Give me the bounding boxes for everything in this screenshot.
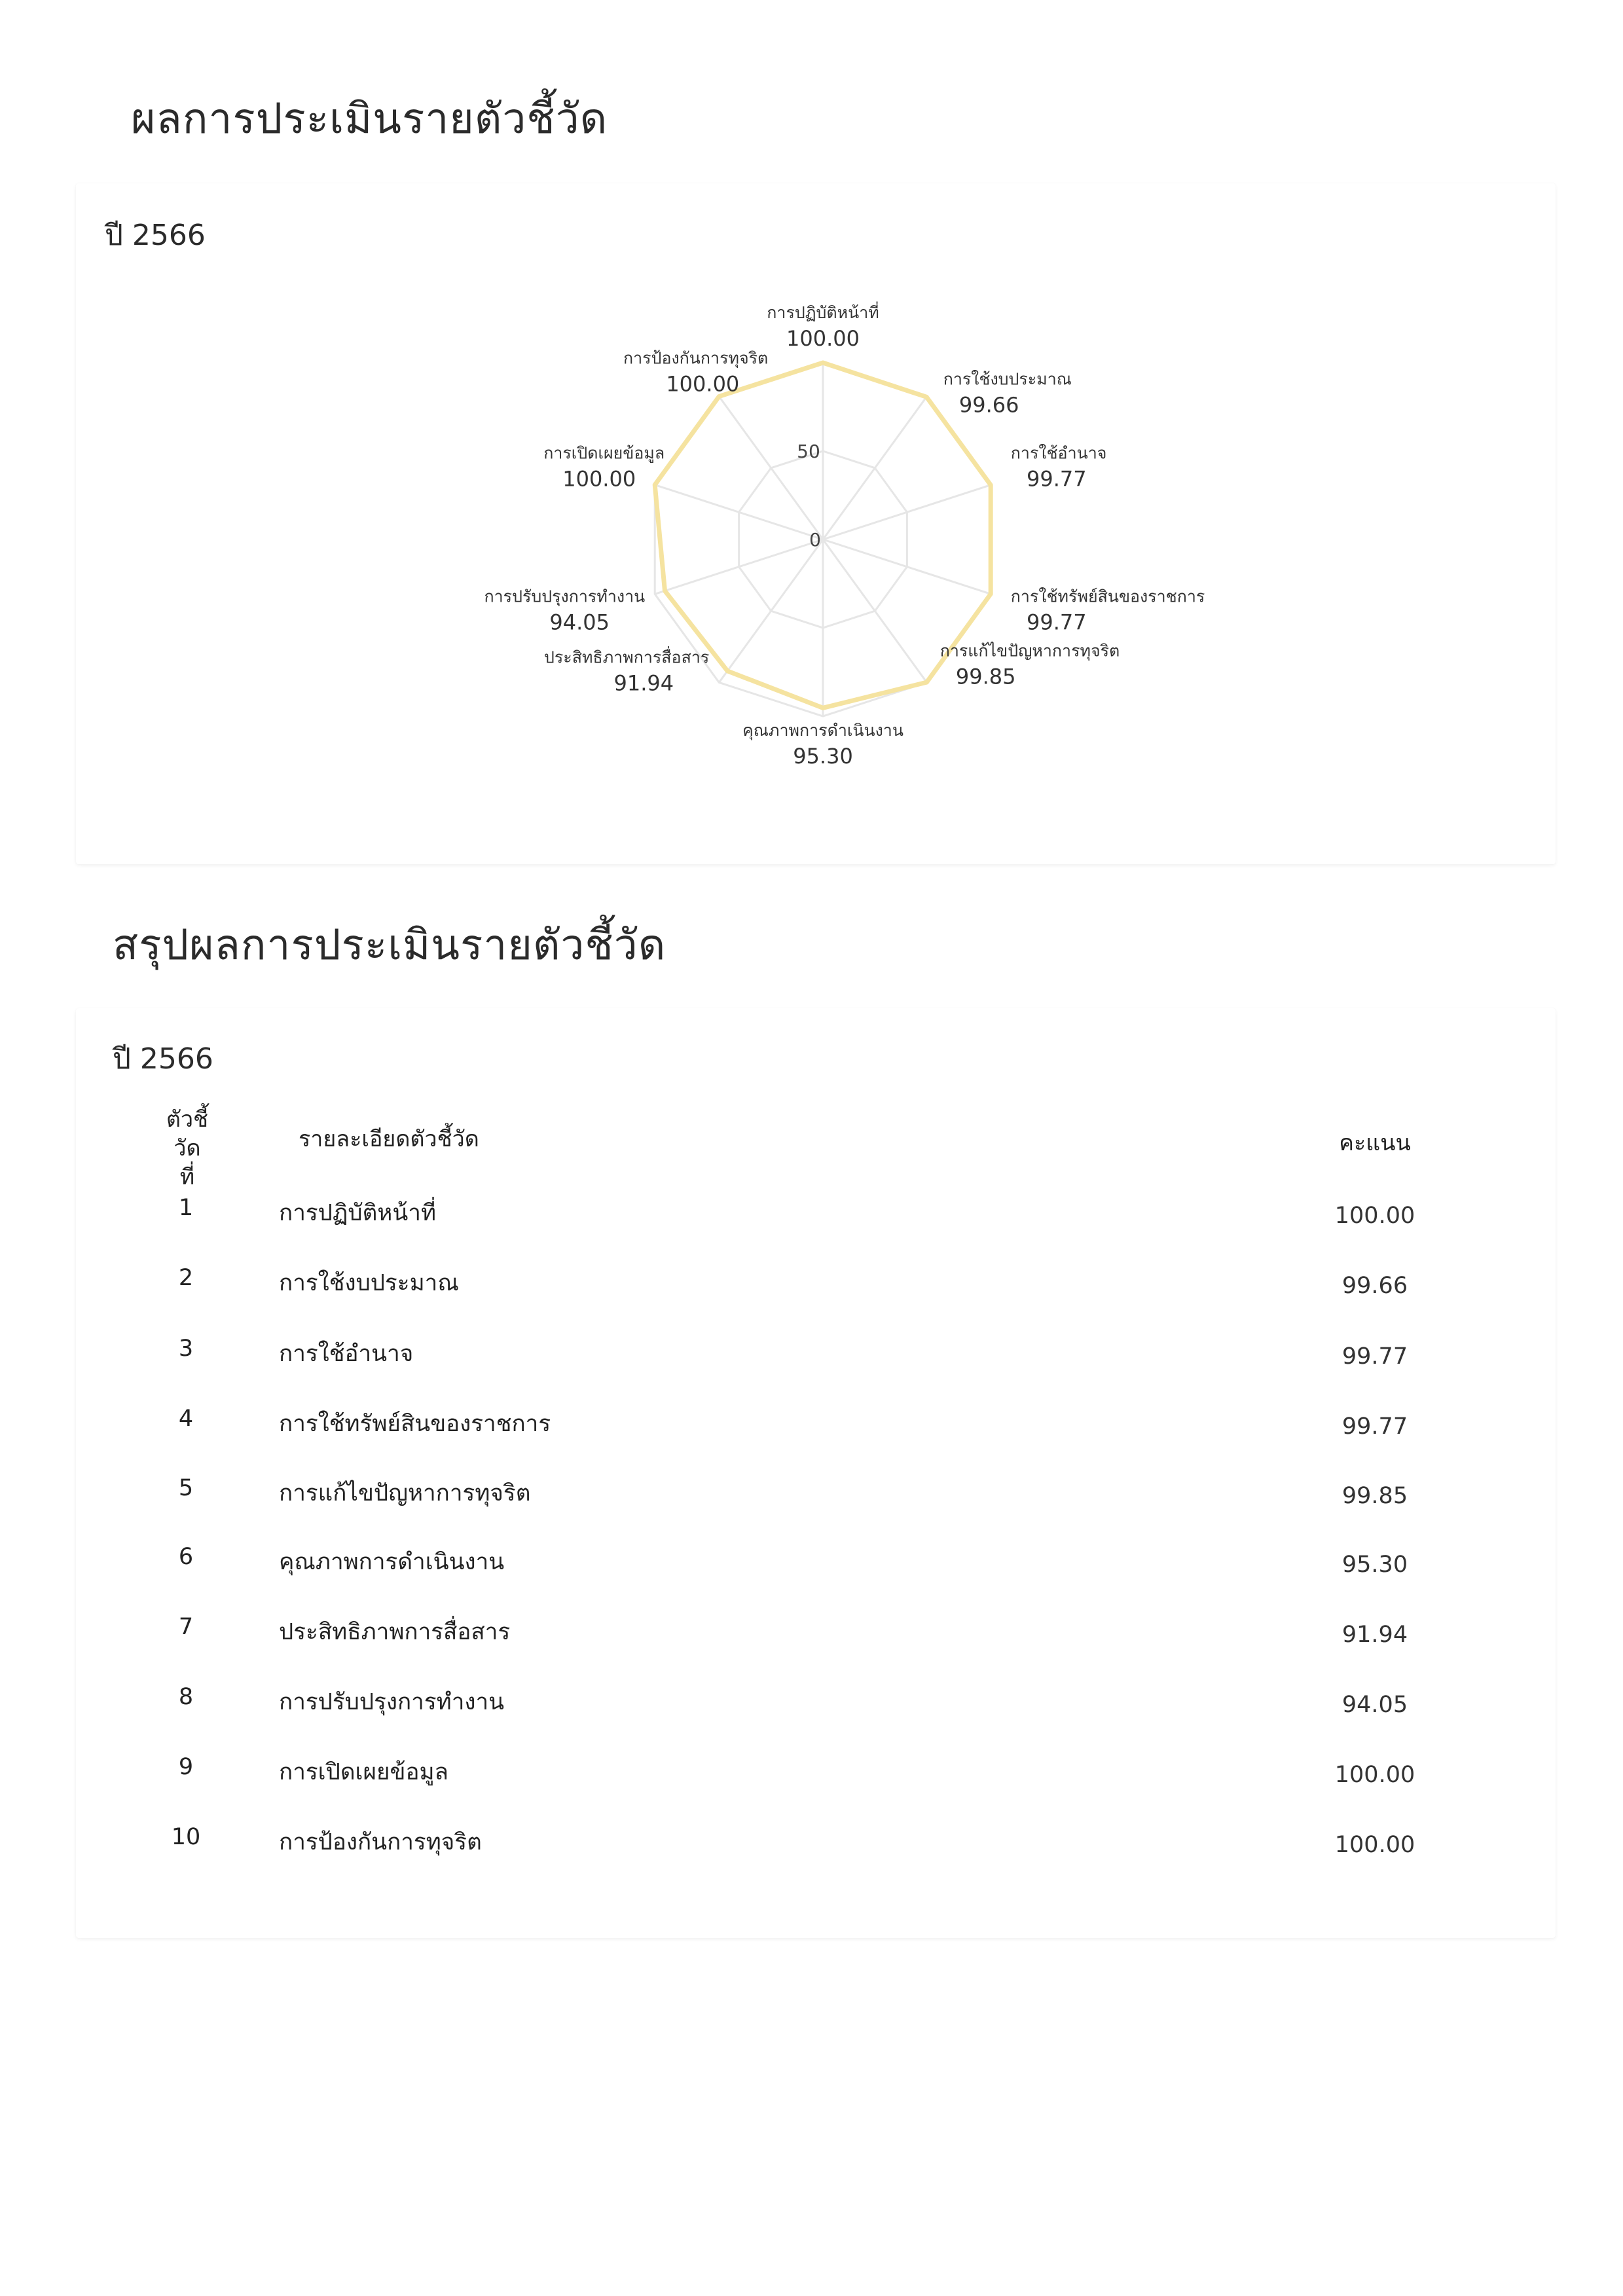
radar-tick-label: 50 [797,441,820,462]
table-row-no: 5 [178,1475,194,1501]
table-row-score: 99.66 [1341,1273,1408,1299]
radar-value-label: 100.00 [562,466,636,492]
radar-value-label: 100.00 [666,371,740,397]
radar-value-label: 95.30 [793,744,853,769]
radar-axis-label: การป้องกันการทุจริต [623,348,769,368]
radar-spoke [823,539,927,682]
radar-value-label: 99.77 [1026,466,1087,492]
table-row-name: การปฏิบัติหน้าที่ [279,1200,437,1226]
radar-value-label: 100.00 [786,326,860,351]
header-indicator-no [155,1105,220,1192]
radar-axis-label: การใช้อำนาจ [1010,443,1107,463]
radar-value-label: 99.85 [955,664,1016,689]
radar-axis-label: ประสิทธิภาพการสื่อสาร [543,647,710,667]
table-row-name: การใช้ทรัพย์สินของราชการ [279,1411,551,1437]
radar-axis-label: คุณภาพการดำเนินงาน [742,721,903,740]
radar-chart [458,282,1244,792]
radar-axis-label: การเปิดเผยข้อมูล [543,443,665,463]
radar-axis-label: การใช้ทรัพย์สินของราชการ [1010,587,1205,606]
radar-value-label: 99.66 [958,392,1019,418]
radar-axis-label: การปรับปรุงการทำงาน [484,587,646,606]
table-row-score: 99.77 [1341,1343,1408,1370]
header-indicator-no-line1: ตัวชี้วัด [166,1106,209,1161]
section2-year: ปี 2566 [113,1042,213,1076]
radar-axis-label: การใช้งบประมาณ [943,369,1072,389]
radar-axis-label: การปฏิบัติหน้าที่ [767,303,879,322]
table-row-name: การใช้งบประมาณ [279,1270,459,1296]
radar-value-label: 99.77 [1026,610,1087,635]
table-row-name: การแก้ไขปัญหาการทุจริต [279,1480,531,1506]
table-row-no: 10 [171,1824,201,1850]
radar-spoke [719,539,823,682]
table-row-score: 100.00 [1334,1203,1415,1229]
table-row-name: การปรับปรุงการทำงาน [279,1689,505,1715]
section1-title: ผลการประเมินรายตัวชี้วัด [131,95,608,143]
table-row-no: 8 [178,1684,194,1710]
table-row-score: 94.05 [1341,1692,1408,1718]
table-row-name: ประสิทธิภาพการสื่อสาร [279,1619,511,1645]
table-row-name: การใช้อำนาจ [279,1341,414,1367]
table-row-no: 3 [178,1336,194,1362]
section1-year: ปี 2566 [105,219,206,252]
table-row-score: 91.94 [1341,1622,1408,1648]
table-row-score: 100.00 [1334,1832,1415,1858]
table-row-no: 7 [178,1614,194,1640]
radar-value-label: 94.05 [549,610,610,635]
header-score: คะแนน [1339,1130,1411,1156]
table-row-score: 100.00 [1334,1762,1415,1788]
table-row-no: 9 [178,1754,194,1780]
radar-spoke [719,397,823,539]
radar-value-label: 91.94 [613,670,674,696]
table-row-name: การป้องกันการทุจริต [279,1829,482,1855]
header-detail: รายละเอียดตัวชี้วัด [299,1126,479,1152]
header-indicator-no-line2: ที่ [179,1164,195,1190]
table-row-score: 95.30 [1341,1552,1408,1578]
table-row-score: 99.77 [1341,1413,1408,1440]
radar-spoke [823,397,927,539]
table-row-name: คุณภาพการดำเนินงาน [279,1549,505,1575]
table-row-no: 1 [178,1195,194,1221]
table-row-score: 99.85 [1341,1483,1408,1509]
table-row-no: 6 [178,1544,194,1570]
table-row-no: 4 [178,1406,194,1432]
table-row-no: 2 [178,1265,194,1291]
table-row-name: การเปิดเผยข้อมูล [279,1759,448,1785]
radar-axis-label: การแก้ไขปัญหาการทุจริต [939,641,1120,661]
section2-title: สรุปผลการประเมินรายตัวชี้วัด [113,921,666,970]
radar-tick-label: 0 [809,529,821,551]
